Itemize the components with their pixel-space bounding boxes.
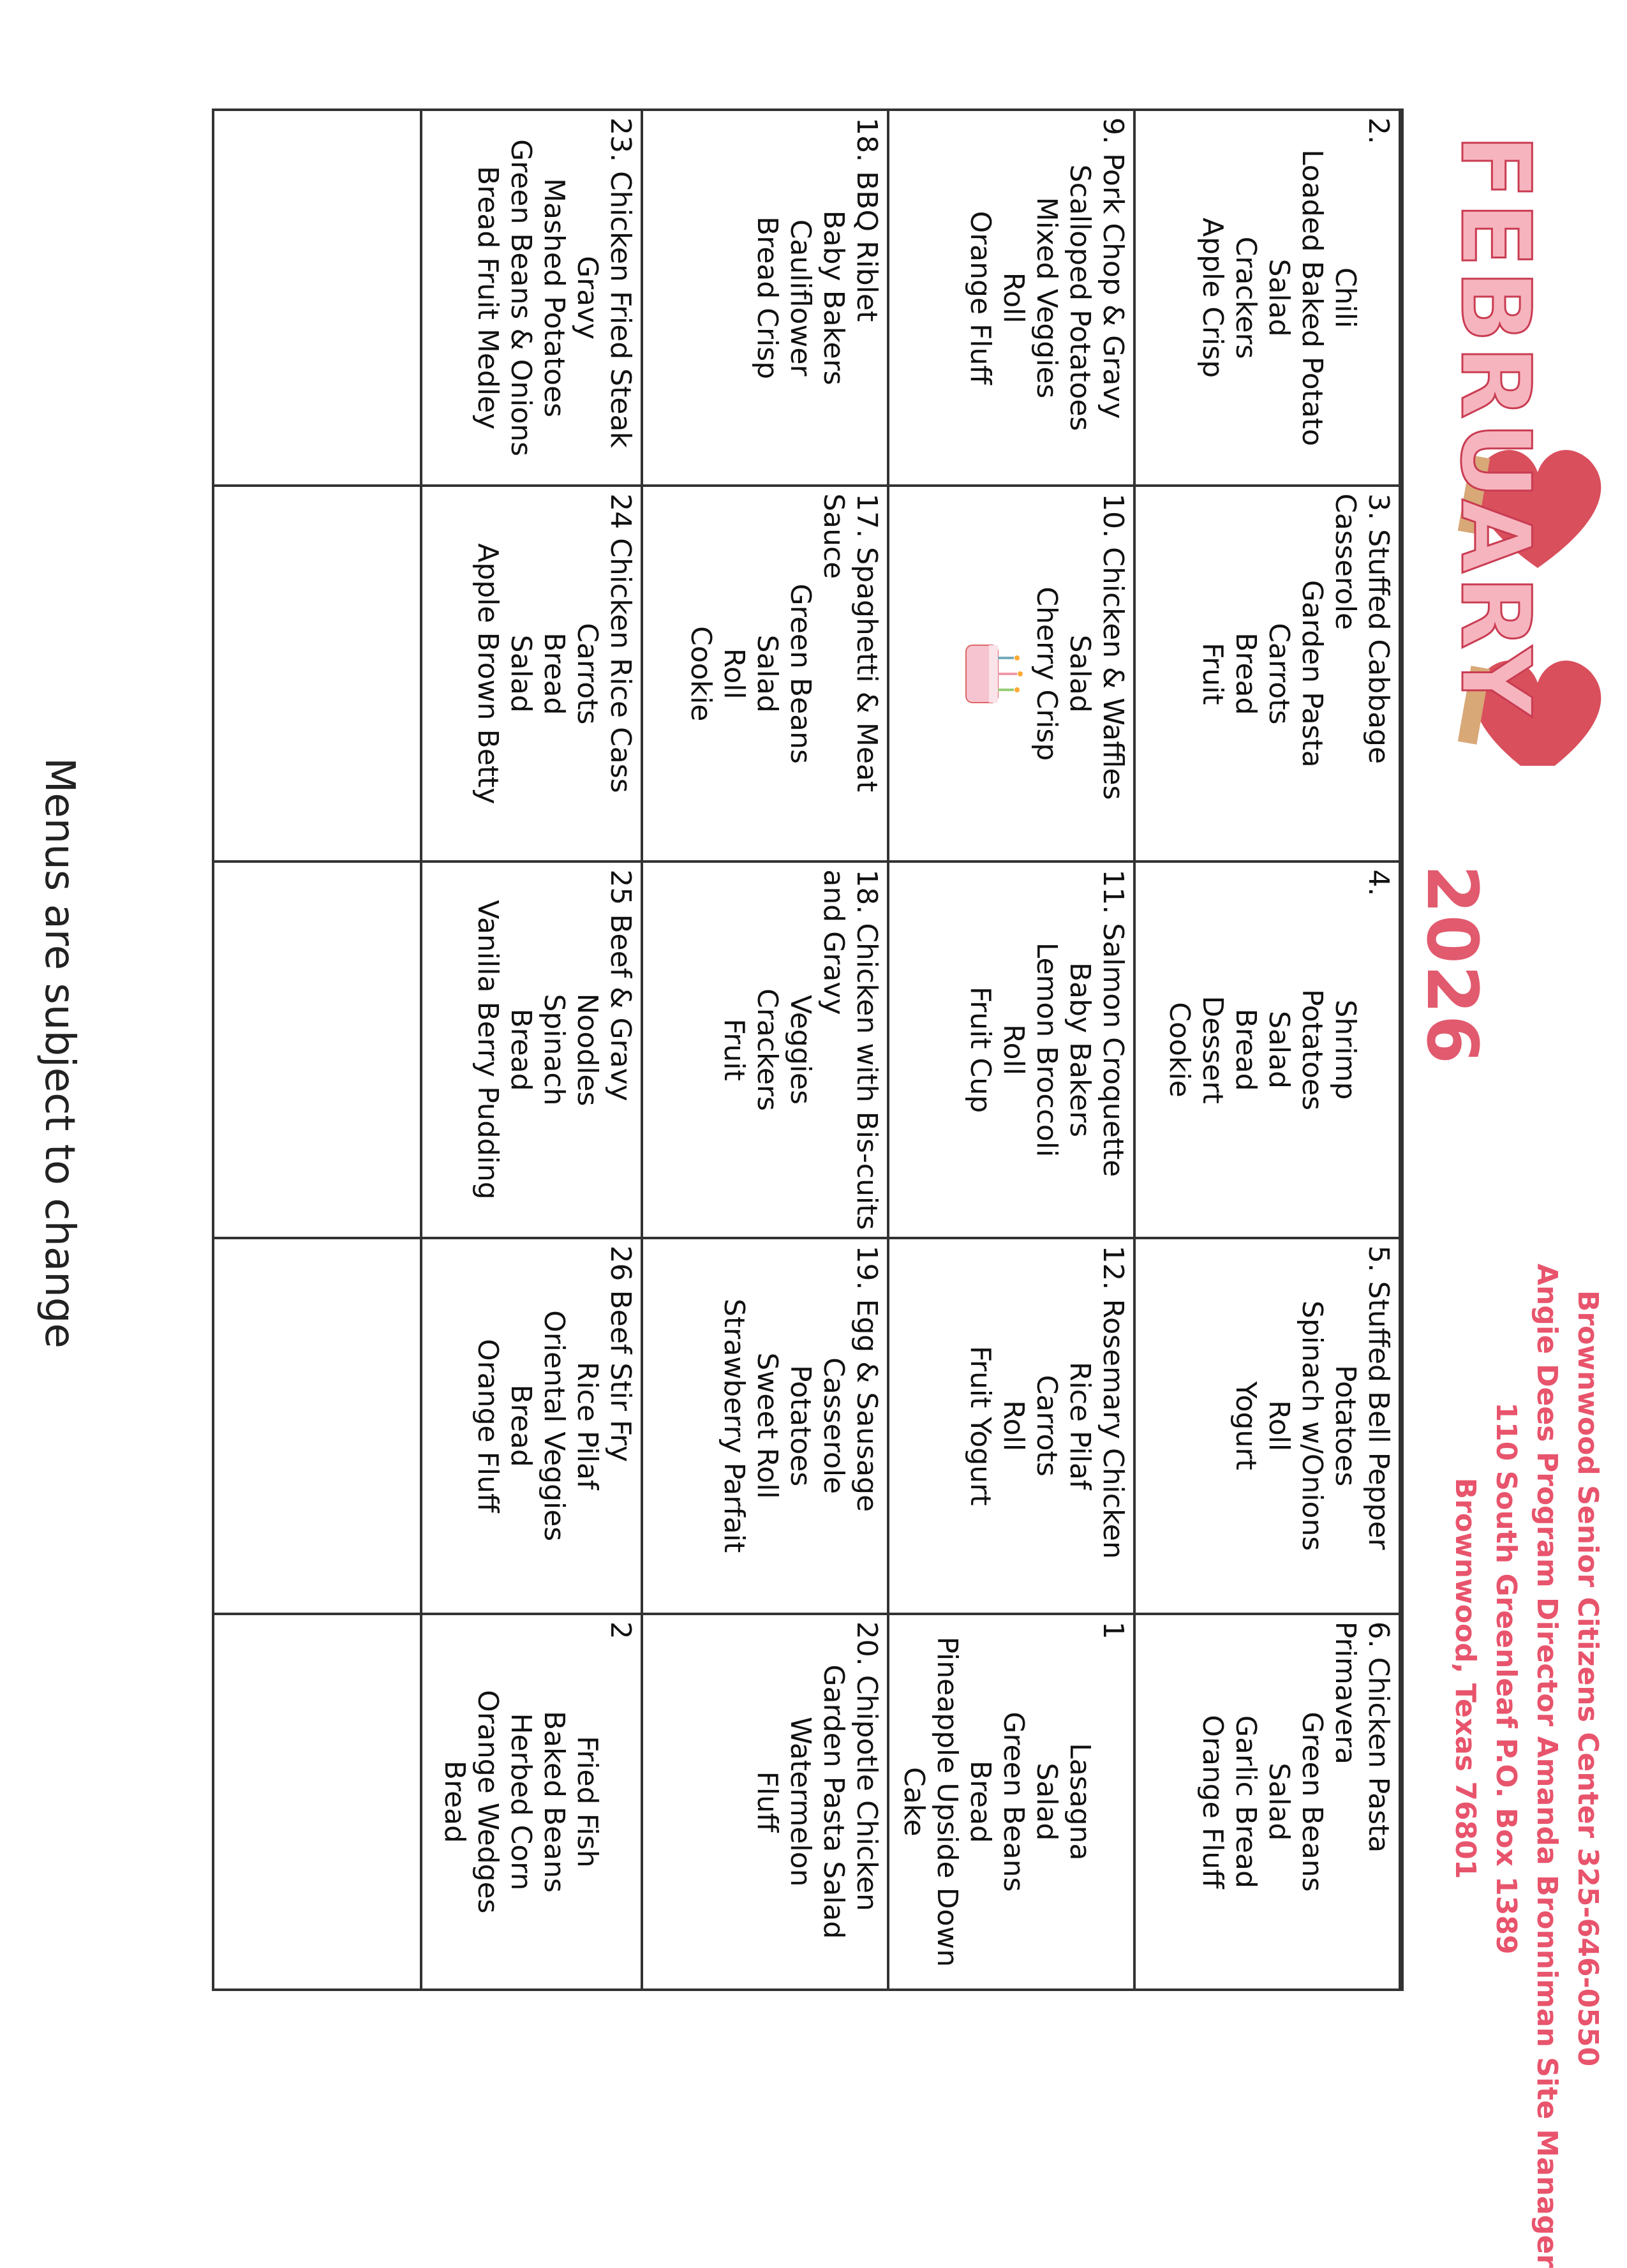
menu-item: Salad <box>505 634 537 713</box>
week-row <box>213 110 421 1990</box>
menu-item: Orange Fluff <box>472 1339 504 1513</box>
menu-item: Carrots <box>1263 623 1295 725</box>
menu-item: Scalloped Potatoes <box>1064 164 1096 431</box>
menu-item: Bread <box>1230 632 1262 715</box>
menu-item: Carrots <box>571 623 604 725</box>
menu-item: Roll <box>997 1400 1030 1452</box>
day-heading: 18. Chicken with Bis-cuits and Gravy <box>817 869 883 1230</box>
org-line: Brownwood Senior Citizens Center 325-646-0550 <box>1571 1290 1604 2067</box>
month-title: FEBRUARY <box>1439 134 1550 719</box>
day-cell <box>213 862 421 1237</box>
menu-item: Pineapple Upside Down <box>931 1636 963 1967</box>
week-row <box>1134 110 1401 1990</box>
menu-item: Shrimp <box>1329 999 1362 1100</box>
day-heading: 17. Spaghetti & Meat Sauce <box>817 493 883 793</box>
menu-item: Green Beans <box>1296 1712 1328 1892</box>
menu-item: Baked Beans <box>538 1710 570 1893</box>
day-cell <box>213 486 421 862</box>
day-cell <box>888 1238 1134 1614</box>
day-heading: 5. Stuffed Bell Pepper <box>1362 1245 1395 1550</box>
menu-item: Yogurt <box>1230 1381 1262 1470</box>
menu-item: Salad <box>751 634 784 713</box>
day-cell <box>421 486 642 862</box>
menu-item: Bread Fruit Medley <box>472 166 504 430</box>
day-cell <box>642 1238 888 1614</box>
day-cell <box>1134 486 1401 862</box>
menu-item: Lemon Broccoli <box>1030 942 1063 1158</box>
menu-item: Fruit Yogurt <box>964 1345 997 1506</box>
menu-item: Garlic Bread <box>1230 1715 1262 1888</box>
menu-item: Fruit Cup <box>964 986 997 1114</box>
day-heading: 23. Chicken Fried Steak <box>604 117 637 448</box>
menu-item: Bread <box>505 1384 537 1467</box>
menu-item: Orange Wedges <box>472 1690 504 1914</box>
menu-item: Cookie <box>685 626 717 722</box>
day-heading: 3. Stuffed Cabbage Casserole <box>1329 493 1395 765</box>
menu-item: Cauliflower <box>784 219 817 377</box>
menu-item: Loaded Baked Potato <box>1296 149 1328 447</box>
menu-item: Green Beans <box>997 1712 1030 1892</box>
day-heading: 11. Salmon Croquette <box>1097 869 1129 1177</box>
menu-item: Fruit <box>1196 643 1229 705</box>
menu-item: Noodles <box>571 993 604 1107</box>
day-cell <box>213 110 421 486</box>
menu-item: Bread <box>538 632 570 715</box>
day-cell <box>888 110 1134 486</box>
menu-item: Garden Pasta Salad <box>817 1664 850 1939</box>
day-cell <box>1134 110 1401 486</box>
menu-item: Cookie <box>1163 1002 1196 1098</box>
menu-item: Rice Pilaf <box>571 1361 604 1490</box>
menu-item: Orange Fluff <box>964 211 997 385</box>
day-heading: 2 <box>604 1621 637 1639</box>
day-heading: 19. Egg & Sausage <box>851 1245 883 1512</box>
menu-item: Bread <box>505 1008 537 1091</box>
day-cell <box>421 1614 642 1990</box>
day-heading: 25 Beef & Gravy <box>604 869 637 1101</box>
menu-item: Apple Brown Betty <box>472 543 504 805</box>
menu-item: Crackers <box>751 988 784 1111</box>
menu-item: Green Beans & Onions <box>505 139 537 457</box>
menu-item: Potatoes <box>1296 989 1328 1111</box>
menu-item: Chili <box>1329 267 1362 329</box>
day-heading: 20. Chipotle Chicken <box>851 1621 883 1911</box>
menu-item: Fruit <box>718 1018 750 1081</box>
city-line: Brownwood, Texas 76801 <box>1449 1477 1482 1879</box>
menu-item: Casserole <box>817 1357 850 1495</box>
menu-item: Green Beans <box>784 583 817 764</box>
menu-item: Orange Fluff <box>1196 1715 1229 1889</box>
menu-item: Roll <box>997 1024 1030 1075</box>
day-heading: 4. <box>1362 869 1395 897</box>
menu-item: Cake <box>898 1767 930 1837</box>
footer-note: Menus are subject to change <box>36 757 83 1348</box>
day-cell <box>888 486 1134 862</box>
menu-item: Carrots <box>1030 1375 1063 1477</box>
menu-item: Baby Bakers <box>1064 962 1096 1138</box>
day-cell <box>642 1614 888 1990</box>
day-cell <box>213 1238 421 1614</box>
day-heading: 18. BBQ Riblet <box>851 117 883 322</box>
week-row <box>642 110 888 1990</box>
menu-item: Sweet Roll <box>751 1352 784 1499</box>
day-heading: 6. Chicken Pasta Primavera <box>1329 1621 1395 1853</box>
address-line: 110 South Greenleaf P.O. Box 1389 <box>1490 1402 1522 1955</box>
year-title: 2026 <box>1411 865 1493 1066</box>
day-cell <box>213 1614 421 1990</box>
menu-item: Potatoes <box>784 1365 817 1487</box>
menu-item: Watermelon <box>784 1717 817 1887</box>
menu-item: Crackers <box>1230 236 1262 359</box>
menu-item: Oriental Veggies <box>538 1310 570 1542</box>
menu-item: Vanilla Berry Pudding <box>472 900 504 1200</box>
day-heading: 24 Chicken Rice Cass <box>604 493 637 793</box>
menu-item: Salad <box>1064 634 1096 713</box>
day-heading: 9. Pork Chop & Gravy <box>1097 117 1129 419</box>
day-cell <box>642 110 888 486</box>
menu-item: Strawberry Parfait <box>718 1299 750 1553</box>
day-cell <box>421 862 642 1237</box>
menu-item: Potatoes <box>1329 1365 1362 1487</box>
day-heading: 2. <box>1362 117 1395 144</box>
menu-item: Roll <box>997 272 1030 324</box>
week-row <box>888 110 1134 1990</box>
day-heading: 26 Beef Stir Fry <box>604 1245 637 1463</box>
menu-item: Mashed Potatoes <box>538 178 570 418</box>
menu-item: Apple Crisp <box>1196 218 1229 378</box>
menu-item: Gravy <box>571 255 604 340</box>
day-cell <box>888 862 1134 1237</box>
menu-item: Spinach <box>538 994 570 1106</box>
day-cell <box>642 862 888 1237</box>
day-cell <box>888 1614 1134 1990</box>
menu-item: Herbed Corn <box>505 1713 537 1891</box>
day-cell <box>1134 1614 1401 1990</box>
menu-item: Bread <box>1230 1008 1262 1091</box>
menu-item: Bread Crisp <box>751 216 784 380</box>
day-heading: 1 <box>1097 1621 1129 1639</box>
menu-item: Baby Bakers <box>817 210 850 385</box>
menu-item: Lasagna <box>1064 1743 1096 1861</box>
menu-item: Mixed Veggies <box>1030 197 1063 399</box>
menu-item: Bread <box>964 1760 997 1844</box>
menu-item: Salad <box>1263 258 1295 337</box>
menu-item: Rice Pilaf <box>1064 1361 1096 1490</box>
menu-item: Fried Fish <box>571 1736 604 1868</box>
menu-item: Cherry Crisp <box>1030 586 1063 761</box>
menu-item: Roll <box>1263 1400 1295 1452</box>
menu-item: Spinach w/Onions <box>1296 1301 1328 1551</box>
menu-item: Roll <box>718 648 750 699</box>
birthday-cake-icon <box>960 636 1030 712</box>
menu-item: Fluff <box>751 1771 784 1833</box>
menu-calendar <box>212 108 1404 1991</box>
staff-line: Angie Dees Program Director Amanda Bronniman Site Manager <box>1531 1264 1563 2268</box>
menu-item: Garden Pasta <box>1296 579 1328 768</box>
day-heading: 10. Chicken & Waffles <box>1097 493 1129 800</box>
week-row <box>421 110 642 1990</box>
menu-item: Salad <box>1030 1763 1063 1841</box>
day-cell <box>642 486 888 862</box>
day-cell <box>1134 862 1401 1237</box>
menu-item: Salad <box>1263 1763 1295 1841</box>
menu-item: Bread <box>438 1760 471 1844</box>
menu-item: Veggies <box>784 995 817 1105</box>
day-cell <box>421 110 642 486</box>
center-address-block <box>1445 1264 1608 2268</box>
menu-item: Salad <box>1263 1010 1295 1089</box>
menu-item: Dessert <box>1196 996 1229 1104</box>
day-heading: 12. Rosemary Chicken <box>1097 1245 1129 1559</box>
day-cell <box>421 1238 642 1614</box>
day-cell <box>1134 1238 1401 1614</box>
